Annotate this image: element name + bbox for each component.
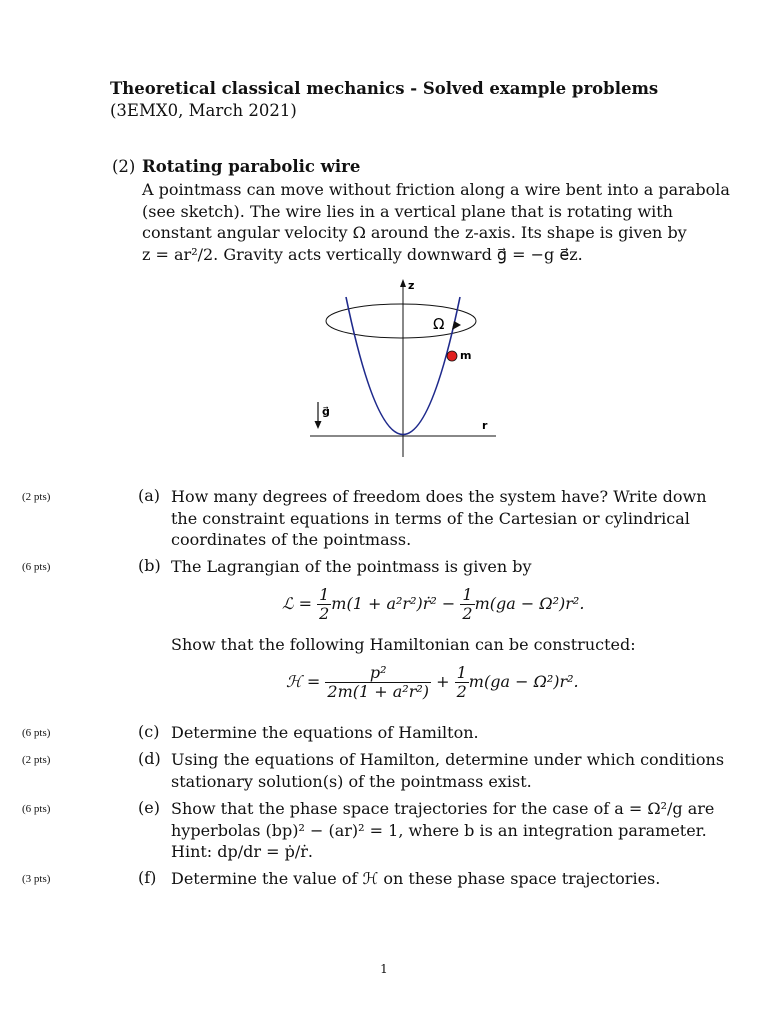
half-fraction: $\frac{1}{2}$ xyxy=(456,663,467,701)
question-d xyxy=(171,749,725,792)
points-a: (2 pts) xyxy=(22,491,51,503)
question-line: stationary solution(s) of the pointmass exist. xyxy=(171,771,532,791)
question-c xyxy=(171,722,701,744)
document-title: Theoretical classical mechanics - Solved example problems xyxy=(110,79,659,98)
page-number: 1 xyxy=(380,962,388,976)
question-line: Hint: dp/dr = ṗ/ṙ. xyxy=(171,842,313,861)
rotation-arrowhead xyxy=(452,321,461,330)
label-f: (f) xyxy=(138,868,157,887)
z-axis-arrowhead xyxy=(400,279,406,287)
lagrangian-equation xyxy=(282,586,584,623)
point-mass xyxy=(447,351,457,361)
label-a: (a) xyxy=(138,486,161,505)
show-line: Show that the following Hamiltonian can be constructed: xyxy=(171,635,636,654)
question-line: Show that the phase space trajectories for the case of a = Ω²/g are xyxy=(171,799,715,818)
intro-line: constant angular velocity Ω around the z-axis. Its shape is given by xyxy=(142,223,687,242)
label-b: (b) xyxy=(138,556,161,575)
hamiltonian-equation xyxy=(286,664,579,701)
gravity-label: g⃗ xyxy=(322,405,330,418)
question-line: The Lagrangian of the pointmass is given by xyxy=(171,557,532,576)
question-line: How many degrees of freedom does the system have? Write down xyxy=(171,487,707,506)
problem-intro xyxy=(142,179,730,265)
question-line: Determine the value of ℋ on these phase space trajectories. xyxy=(171,869,661,888)
gravity-arrowhead xyxy=(315,421,322,429)
label-e: (e) xyxy=(138,798,160,817)
omega-label: Ω xyxy=(433,315,445,333)
points-f: (3 pts) xyxy=(22,873,51,885)
points-b: (6 pts) xyxy=(22,561,51,573)
half-fraction: $\frac{1}{2}$ xyxy=(319,585,330,623)
question-a xyxy=(171,486,707,551)
r-axis-label: r xyxy=(482,419,488,432)
question-line: hyperbolas (bp)² − (ar)² = 1, where b is an integration parameter. xyxy=(171,820,707,840)
hamiltonian-plus: + xyxy=(436,672,450,691)
problem-number: (2) xyxy=(112,157,136,176)
hamiltonian-lhs: ℋ = xyxy=(286,672,321,691)
parabolic-wire-sketch xyxy=(300,275,510,460)
label-d: (d) xyxy=(138,749,161,768)
points-d: (2 pts) xyxy=(22,754,51,766)
hamiltonian-fraction: $\frac{\text{p²}}{\text{2m(1 + a²r²)}}$ xyxy=(327,663,430,701)
intro-line: A pointmass can move without friction along a wire bent into a parabola xyxy=(142,180,730,199)
half-fraction: $\frac{1}{2}$ xyxy=(462,585,473,623)
points-c: (6 pts) xyxy=(22,727,51,739)
lagrangian-lhs: ℒ = xyxy=(282,594,313,613)
lagrangian-term1: m(1 + a²r²)ṙ² − xyxy=(331,594,456,613)
question-line: the constraint equations in terms of the Cartesian or cylindrical xyxy=(171,508,690,528)
mass-label: m xyxy=(460,349,472,362)
question-b xyxy=(171,556,701,578)
points-e: (6 pts) xyxy=(22,803,51,815)
label-c: (c) xyxy=(138,722,160,741)
question-e xyxy=(171,798,715,863)
problem-title: Rotating parabolic wire xyxy=(142,157,361,176)
lagrangian-term2: m(ga − Ω²)r². xyxy=(474,594,585,613)
question-line: Determine the equations of Hamilton. xyxy=(171,723,479,742)
z-axis-label: z xyxy=(408,279,415,292)
intro-line: z = ar²/2. Gravity acts vertically downward g⃗ = −g e⃗z. xyxy=(142,244,583,264)
question-line: coordinates of the pointmass. xyxy=(171,530,412,549)
hamiltonian-term2: m(ga − Ω²)r². xyxy=(468,672,579,691)
question-f xyxy=(171,868,701,890)
document-subtitle: (3EMX0, March 2021) xyxy=(110,101,297,120)
intro-line: (see sketch). The wire lies in a vertical plane that is rotating with xyxy=(142,201,673,221)
question-line: Using the equations of Hamilton, determine under which conditions xyxy=(171,750,725,769)
